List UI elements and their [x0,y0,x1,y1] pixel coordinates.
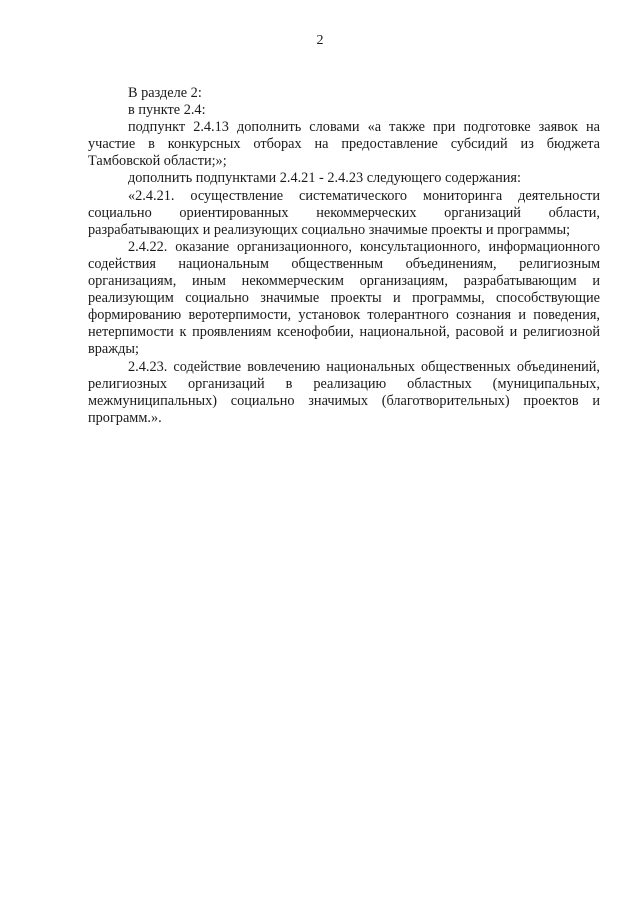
paragraph-subitem-2-4-23: 2.4.23. содействие вовлечению национальных общественных объединений, религиозных организаций в реализацию областных (муниципальных, межмуниципальных) социально значимых (благотворительных) проектов и программ.». [88,358,600,426]
paragraph-subitem-2-4-22: 2.4.22. оказание организационного, консультационного, информационного содействия национальным общественным объединениям, религиозным организациям, иным некоммерческим организациям, разрабатывающим и реализующим социально значимые проекты и программы, способствующие формированию веротерпимости, установок толерантного сознания и поведения, нетерпимости к проявлениям ксенофобии, национальной, расовой и религиозной вражды; [88,238,600,358]
paragraph-subitem-2-4-21: «2.4.21. осуществление систематического мониторинга деятельности социально ориентированных некоммерческих организаций области, разрабатывающих и реализующих социально значимые проекты и программы; [88,187,600,238]
page-number: 2 [316,33,324,48]
paragraph-section-heading: В разделе 2: [128,85,202,101]
paragraph-item-heading: в пункте 2.4: [128,102,206,119]
paragraph-subitem-2-4-13: подпункт 2.4.13 дополнить словами «а также при подготовке заявок на участие в конкурсных отборах на предоставление субсидий из бюджета Тамбовской области;»; [88,119,600,170]
paragraph-add-subitems: дополнить подпунктами 2.4.21 - 2.4.23 следующего содержания: [128,170,521,187]
document-body [88,85,600,427]
